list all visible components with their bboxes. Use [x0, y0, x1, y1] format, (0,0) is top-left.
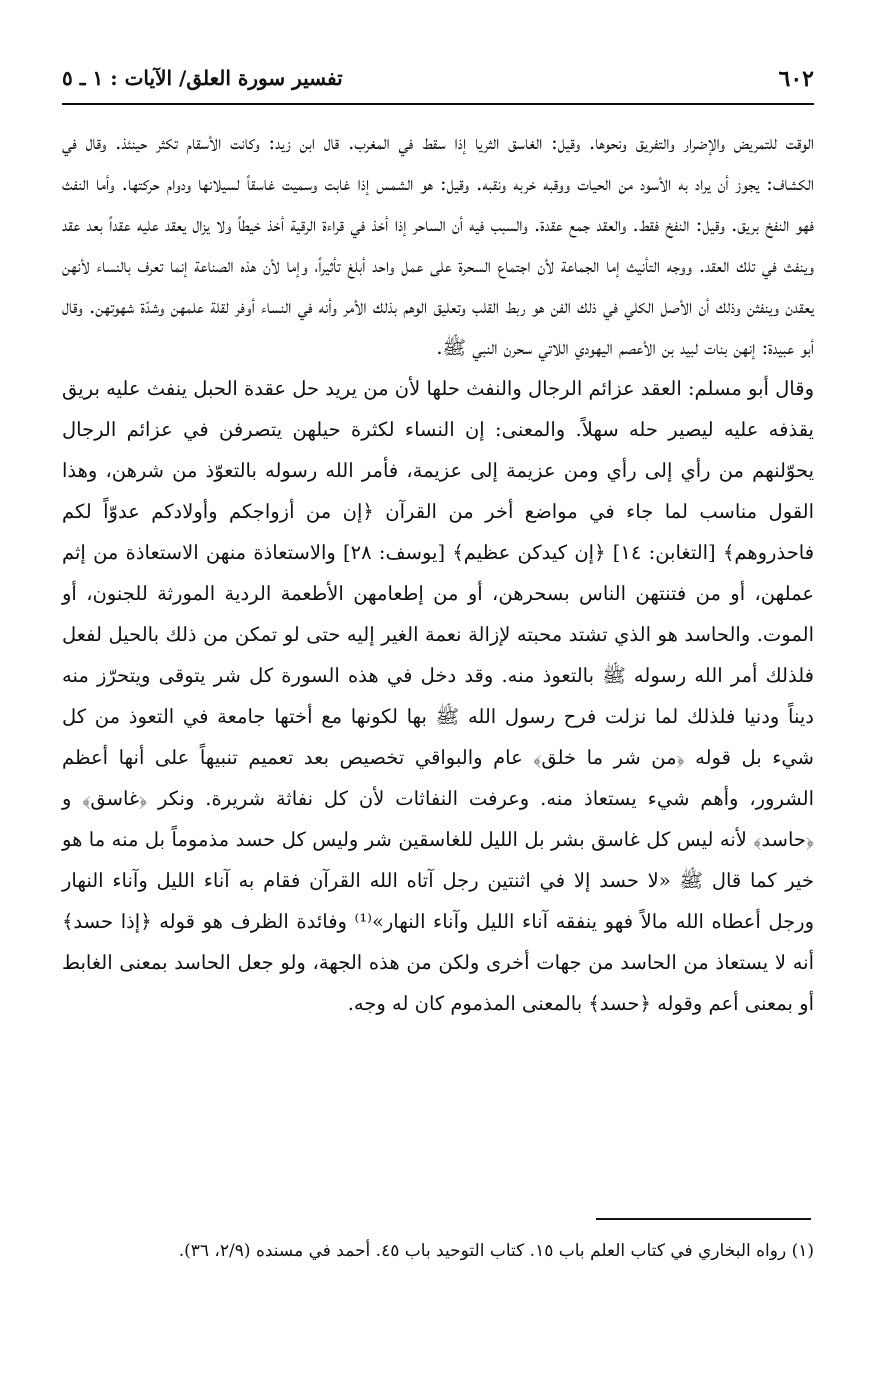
body-text	[62, 122, 814, 1024]
paragraph: الوقت للتمريض والإضرار والتفريق ونحوها. وقيل: الغاسق الثريا إذا سقط في المغرب. قال ابن زيد: وكانت الأسقام تكثر حينئذ. وقال في الكشاف: يجوز أن يراد به الأسود من الحيات ووقبه خربه ونقبه. وقيل: هو الشمس إذا غابت وسميت غاسقاً لسيلانها ودوام حركتها. وأما النفث فهو النفخ بريق. وقيل: النفخ فقط. والعقد جمع عقدة. والسبب فيه أن الساحر إذا أخذ في قراءة الرقية أخذ خيطاً ولا يزال يعقد عليه عقداً بعد عقد وينفث في تلك العقد. ووجه التأنيث إما الجماعة لأن اجتماع السحرة على عمل واحد أبلغ تأثيراً، وإما لأن هذه الصناعة إنما تعرف بالنساء لأنهن يعقدن وينفثن وذلك أن الأصل الكلي في ذلك الفن هو ربط القلب وتعليق الوهم بذلك الأمر وأنه في النساء أوفر لقلة علمهن وشدّة شهوتهن. وقال أبو عبيدة: إنهن بنات لبيد بن الأعصم اليهودي اللاتي سحرن النبي ﷺ.	[62, 131, 814, 359]
footnote: (١) رواه البخاري في كتاب العلم باب ١٥. كتاب التوحيد باب ٤٥. أحمد في مسنده (٢/٩، ٣٦).	[178, 1241, 814, 1261]
paragraph: وقال أبو مسلم: العقد عزائم الرجال والنفث حلها لأن من يريد حل عقدة الحبل ينفث عليه بريق يقذفه عليه ليصير حله سهلاً. والمعنى: إن النساء لكثرة حيلهن يتصرفن في عزائم الرجال يحوّلنهم من رأي إلى رأي ومن عزيمة إلى عزيمة، فأمر الله رسوله بالتعوّذ من شرهن، وهذا القول مناسب لما جاء في مواضع أخر من القرآن ﴿إن من أزواجكم وأولادكم عدوّاً لكم فاحذروهم﴾ [التغابن: ١٤] ﴿إن كيدكن عظيم﴾ [يوسف: ٢٨] والاستعاذة منهن الاستعاذة من إثم عملهن، أو من فتنتهن الناس بسحرهن، أو من إطعامهن الأطعمة الردية المورثة للجنون، أو الموت. والحاسد هو الذي تشتد محبته لإزالة نعمة الغير إليه حتى لو تمكن من ذلك بالحيل لفعل فلذلك أمر الله رسوله ﷺ بالتعوذ منه. وقد دخل في هذه السورة كل شر يتوقى ويتحرّز منه ديناً ودنيا فلذلك لما نزلت فرح رسول الله ﷺ بها لكونها مع أختها جامعة في التعوذ من كل شيء بل قوله ﴿من شر ما خلق﴾ عام والبواقي تخصيص بعد تعميم تنبيهاً على أنها أعظم الشرور، وأهم شيء يستعاذ منه. وعرفت النفاثات لأن كل نفاثة شريرة. ونكر ﴿غاسق﴾ و ﴿حاسد﴾ لأنه ليس كل غاسق بشر بل الليل للغاسقين شر وليس كل حسد مذموماً بل منه ما هو خير كما قال ﷺ «لا حسد إلا في اثنتين رجل آتاه الله القرآن فقام به آناء الليل وآناء النهار ورجل أعطاه الله مالاً فهو ينفقه آناء الليل وآناء النهار»⁽¹⁾ وفائدة الظرف هو قوله ﴿إذا حسد﴾ أنه لا يستعاذ من الحاسد من جهات أخرى ولكن من هذه الجهة، ولو جعل الحاسد بمعنى الغابط أو بمعنى أعم وقوله ﴿حسد﴾ بالمعنى المذموم كان له وجه.	[62, 377, 815, 1015]
page-header	[62, 66, 814, 100]
header-divider	[62, 103, 814, 105]
running-title: تفسير سورة العلق/ الآيات : ١ ـ ٥	[62, 66, 343, 90]
page-number: ٦٠٢	[778, 66, 814, 92]
footnote-divider	[596, 1218, 811, 1220]
